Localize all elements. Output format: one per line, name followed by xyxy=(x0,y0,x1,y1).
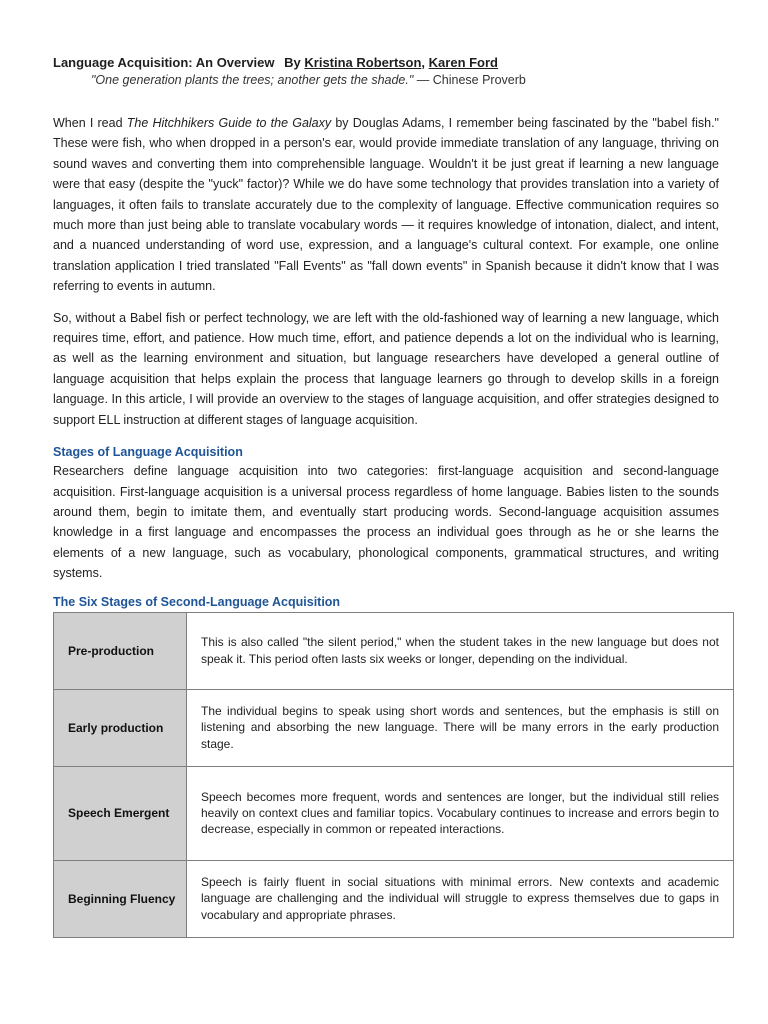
author-separator: , xyxy=(421,55,426,70)
article-header xyxy=(53,54,719,72)
book-title: The Hitchhikers Guide to the Galaxy xyxy=(126,116,332,130)
stages-table xyxy=(53,612,734,938)
intro-paragraph xyxy=(53,113,719,297)
stage-name-cell: Early production xyxy=(54,689,187,766)
epigraph-quote: "One generation plants the trees; another gets the shade." xyxy=(91,73,414,87)
table-row xyxy=(54,860,734,937)
stage-description-cell: This is also called "the silent period," when the student takes in the new language but does not speak it. This period often lasts six weeks or longer, depending on the individual. xyxy=(187,612,734,689)
epigraph-attribution: — Chinese Proverb xyxy=(413,73,526,87)
intro-lead: When I read xyxy=(53,116,127,130)
table-title: The Six Stages of Second-Language Acquisition xyxy=(53,594,341,609)
stage-name-cell: Pre-production xyxy=(54,612,187,689)
table-row xyxy=(54,766,734,860)
stage-name-cell: Beginning Fluency xyxy=(54,860,187,937)
intro-rest: by Douglas Adams, I remember being fascinated by the "babel fish." These were fish, who when dropped in a person's ear, would provide immediate translation of any language, thriving on sound waves and converting them into comprehensible language. Wouldn't it be just great if learning a new language were that easy (despite the "yuck" factor)? While we do have some technology that provides translation into a variety of languages, it often fails to translate accurately due to the complexity of language. Effective communication requires so much more than just being able to translate vocabulary words — it requires knowledge of intonation, dialect, and intent, and a nuanced understanding of word use, expression, and a language's cultural context. For example, one online translation application I tried translated "Fall Events" as "fall down events" in Spanish because it didn't know that I was referring to events in autumn. xyxy=(53,116,719,294)
stages-heading: Stages of Language Acquisition xyxy=(53,445,243,460)
stage-description-cell: The individual begins to speak using short words and sentences, but the emphasis is still on listening and absorbing the new language. There will be many errors in the early production stage. xyxy=(187,689,734,766)
byline-label: By xyxy=(284,55,301,70)
table-row xyxy=(54,612,734,689)
author-link-ford[interactable]: Karen Ford xyxy=(428,55,498,70)
stage-name-cell: Speech Emergent xyxy=(54,766,187,860)
article xyxy=(53,54,719,938)
stage-description-cell: Speech becomes more frequent, words and sentences are longer, but the individual still relies heavily on context clues and familiar topics. Vocabulary continues to increase and errors begin to decrease, especially in common or repeated interactions. xyxy=(187,766,734,860)
author-link-robertson[interactable]: Kristina Robertson xyxy=(304,55,422,70)
stages-paragraph: Researchers define language acquisition into two categories: first-language acquisition and second-language acquisition. First-language acquisition is a universal process regardless of home language. Babies listen to the sounds around them, begin to imitate them, and eventually start producing words. Second-language acquisition assumes knowledge in a first language and encompasses the process an individual goes through as he or she learns the elements of a new language, such as vocabulary, phonological components, grammatical structures, and writing systems. xyxy=(53,464,719,581)
article-title: Language Acquisition: An Overview xyxy=(53,55,275,70)
table-row xyxy=(54,689,734,766)
stage-description-cell: Speech is fairly fluent in social situations with minimal errors. New contexts and academic language are challenging and the individual will struggle to express themselves due to gaps in vocabulary and appropriate phrases. xyxy=(187,860,734,937)
second-paragraph: So, without a Babel fish or perfect technology, we are left with the old-fashioned way of learning a new language, which requires time, effort, and patience. How much time, effort, and patience depends a lot on the individual who is learning, as well as the learning environment and situation, but language researchers have developed a general outline of language acquisition that helps explain the process that language learners go through to develop skills in a foreign language. In this article, I will provide an overview to the stages of language acquisition, and offer strategies designed to support ELL instruction at different stages of language acquisition. xyxy=(53,310,719,427)
epigraph xyxy=(91,72,719,89)
